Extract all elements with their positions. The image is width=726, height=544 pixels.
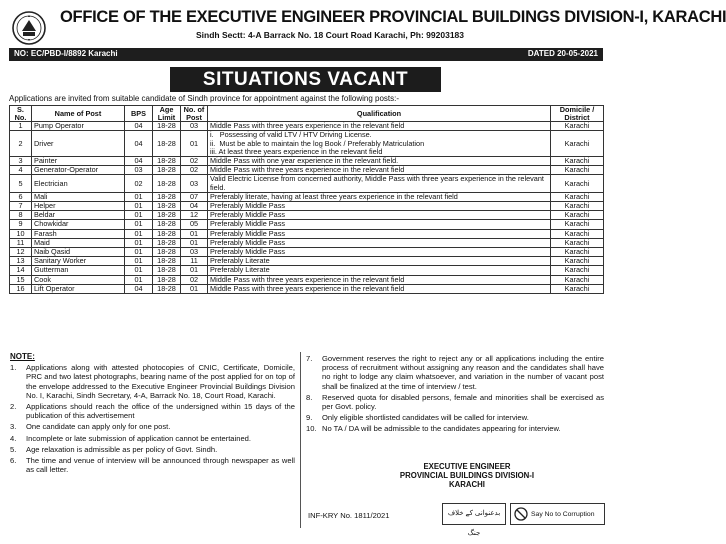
header-post: Name of Post <box>32 106 125 122</box>
cell-num: 02 <box>181 275 208 284</box>
cell-domicile: Karachi <box>551 211 604 220</box>
cell-sno: 1 <box>10 122 32 131</box>
cell-post: Maid <box>32 238 125 247</box>
note-text: Only eligible shortlisted candidates will be called for interview. <box>322 413 529 423</box>
cell-bps: 01 <box>125 248 153 257</box>
note-number: 8. <box>306 392 313 402</box>
header-domicile: Domicile / District <box>551 106 604 122</box>
cell-qualification: Preferably literate, having at least three years experience in the relevant field <box>208 192 551 201</box>
cell-num: 11 <box>181 257 208 266</box>
note-number: 4. <box>10 433 17 443</box>
table-row <box>10 238 604 247</box>
cell-bps: 01 <box>125 220 153 229</box>
cell-num: 03 <box>181 122 208 131</box>
signature-line-1: EXECUTIVE ENGINEER <box>423 462 511 471</box>
table-row <box>10 211 604 220</box>
cell-qualification: Middle Pass with three years experience in the relevant field <box>208 275 551 284</box>
signature-line-3: KARACHI <box>449 480 485 489</box>
note-item <box>10 445 295 454</box>
cell-sno: 15 <box>10 275 32 284</box>
cell-age: 18-28 <box>153 220 181 229</box>
cell-num: 05 <box>181 220 208 229</box>
cell-post: Generator-Operator <box>32 166 125 175</box>
say-no-to-corruption-text: Say No to Corruption <box>531 510 595 518</box>
cell-bps: 04 <box>125 284 153 293</box>
cell-qualification: Preferably Middle Pass <box>208 229 551 238</box>
note-item <box>10 422 295 431</box>
cell-bps: 01 <box>125 192 153 201</box>
note-item <box>306 393 604 411</box>
office-title: OFFICE OF THE EXECUTIVE ENGINEER PROVINCIAL BUILDINGS DIVISION-I, KARACHI <box>60 8 726 26</box>
cell-bps: 01 <box>125 229 153 238</box>
cell-domicile: Karachi <box>551 202 604 211</box>
cell-post: Lift Operator <box>32 284 125 293</box>
urdu-slogan: بدعنوانی کے خلاف جنگ <box>442 503 506 525</box>
note-text: Government reserves the right to reject any or all applications including the entire process of recruitment without assigning any reason and the candidates shall have no right to lodge any claim whatsoever, and variation in the number of vacant post shall be finalized at the time of interview / test. <box>322 354 604 391</box>
cell-sno: 13 <box>10 257 32 266</box>
note-number: 7. <box>306 354 313 363</box>
table-row <box>10 284 604 293</box>
posts-table <box>9 105 604 294</box>
note-text: Applications along with attested photocopies of CNIC, Certificate, Domicile, PRC and two latest photographs, bearing name of the post applied for on top of the envelope addressed to the Executive Engineer Provincial Buildings Division No. I, Karachi, Sindh Secretary, 4-A, Barrack No. 18, Court Road, Karachi. <box>26 363 295 400</box>
note-item <box>10 434 295 443</box>
cell-sno: 16 <box>10 284 32 293</box>
cell-post: Driver <box>32 131 125 157</box>
cell-age: 18-28 <box>153 175 181 192</box>
cell-qualification: Middle Pass with three years experience in the relevant field <box>208 122 551 131</box>
cell-sno: 12 <box>10 248 32 257</box>
cell-post: Helper <box>32 202 125 211</box>
cell-age: 18-28 <box>153 257 181 266</box>
cell-age: 18-28 <box>153 266 181 275</box>
cell-post: Naib Qasid <box>32 248 125 257</box>
header-num: No. of Post <box>181 106 208 122</box>
cell-qualification: Preferably Literate <box>208 257 551 266</box>
cell-num: 03 <box>181 248 208 257</box>
reference-number: NO: EC/PBD-I/8892 Karachi <box>14 49 118 58</box>
note-number: 6. <box>10 456 17 466</box>
cell-qualification: Preferably Middle Pass <box>208 248 551 257</box>
cell-bps: 01 <box>125 202 153 211</box>
cell-num: 01 <box>181 229 208 238</box>
cell-qualification: Middle Pass with three years experience in the relevant field <box>208 284 551 293</box>
notes-heading: NOTE: <box>10 352 35 361</box>
cell-num: 04 <box>181 202 208 211</box>
signature-line-2: PROVINCIAL BUILDINGS DIVISION-I <box>399 471 535 480</box>
cell-age: 18-28 <box>153 211 181 220</box>
table-row <box>10 266 604 275</box>
note-number: 3. <box>10 422 17 432</box>
office-address: Sindh Sectt: 4-A Barrack No. 18 Court Road Karachi, Ph: 99203183 <box>196 30 464 40</box>
signature-block <box>352 462 582 489</box>
cell-post: Farash <box>32 229 125 238</box>
cell-domicile: Karachi <box>551 175 604 192</box>
cell-num: 02 <box>181 157 208 166</box>
cell-num: 01 <box>181 266 208 275</box>
cell-sno: 3 <box>10 157 32 166</box>
table-row <box>10 220 604 229</box>
sindh-government-logo-icon <box>12 11 46 45</box>
note-number: 1. <box>10 363 17 373</box>
cell-age: 18-28 <box>153 275 181 284</box>
cell-sno: 6 <box>10 192 32 201</box>
intro-text: Applications are invited from suitable candidate of Sindh province for appointment against the following posts:- <box>9 94 400 103</box>
cell-post: Cook <box>32 275 125 284</box>
cell-post: Chowkidar <box>32 220 125 229</box>
table-row <box>10 175 604 192</box>
cell-post: Electrician <box>32 175 125 192</box>
header-bps: BPS <box>125 106 153 122</box>
cell-qualification: Middle Pass with three years experience in the relevant field <box>208 166 551 175</box>
cell-age: 18-28 <box>153 122 181 131</box>
cell-domicile: Karachi <box>551 131 604 157</box>
header-sno: S. No. <box>10 106 32 122</box>
note-item <box>306 354 604 391</box>
cell-age: 18-28 <box>153 166 181 175</box>
cell-post: Mali <box>32 192 125 201</box>
cell-post: Gutterman <box>32 266 125 275</box>
notes-right <box>306 352 604 434</box>
cell-bps: 01 <box>125 238 153 247</box>
cell-domicile: Karachi <box>551 166 604 175</box>
note-text: Incomplete or late submission of application cannot be entertained. <box>26 433 251 443</box>
cell-age: 18-28 <box>153 238 181 247</box>
cell-bps: 01 <box>125 275 153 284</box>
cell-age: 18-28 <box>153 229 181 238</box>
no-corruption-icon <box>514 507 528 521</box>
table-row <box>10 192 604 201</box>
cell-age: 18-28 <box>153 284 181 293</box>
date: DATED 20-05-2021 <box>527 49 598 58</box>
cell-domicile: Karachi <box>551 122 604 131</box>
note-item <box>306 424 604 433</box>
note-item <box>306 413 604 422</box>
cell-bps: 03 <box>125 166 153 175</box>
cell-sno: 10 <box>10 229 32 238</box>
note-text: The time and venue of interview will be announced through newspaper as well as call letter. <box>26 456 295 475</box>
cell-sno: 11 <box>10 238 32 247</box>
cell-bps: 01 <box>125 266 153 275</box>
cell-qualification: i. Possessing of valid LTV / HTV Driving License. ii. Must be able to maintain the log Book / Preferably Matriculation iii. At least three years experience in the relevant field <box>208 131 551 157</box>
cell-post: Pump Operator <box>32 122 125 131</box>
table-row <box>10 275 604 284</box>
cell-bps: 04 <box>125 157 153 166</box>
table-row <box>10 131 604 157</box>
cell-num: 01 <box>181 131 208 157</box>
cell-age: 18-28 <box>153 202 181 211</box>
cell-domicile: Karachi <box>551 192 604 201</box>
cell-qualification: Preferably Middle Pass <box>208 238 551 247</box>
table-row <box>10 202 604 211</box>
reference-bar <box>9 48 603 61</box>
note-item <box>10 402 295 420</box>
note-number: 2. <box>10 402 17 412</box>
cell-domicile: Karachi <box>551 248 604 257</box>
cell-sno: 14 <box>10 266 32 275</box>
cell-post: Beldar <box>32 211 125 220</box>
note-number: 9. <box>306 413 313 423</box>
cell-num: 02 <box>181 166 208 175</box>
cell-qualification: Preferably Literate <box>208 266 551 275</box>
cell-post: Sanitary Worker <box>32 257 125 266</box>
cell-qualification: Middle Pass with one year experience in the relevant field. <box>208 157 551 166</box>
note-text: One candidate can apply only for one post. <box>26 422 171 432</box>
cell-age: 18-28 <box>153 157 181 166</box>
cell-num: 01 <box>181 284 208 293</box>
note-text: Age relaxation is admissible as per policy of Govt. Sindh. <box>26 444 218 454</box>
cell-age: 18-28 <box>153 248 181 257</box>
say-no-to-corruption-badge <box>510 503 605 525</box>
cell-domicile: Karachi <box>551 284 604 293</box>
cell-bps: 01 <box>125 211 153 220</box>
note-number: 10. <box>306 424 317 434</box>
cell-sno: 8 <box>10 211 32 220</box>
note-text: Reserved quota for disabled persons, female and minorities shall be exercised as per Govt. policy. <box>322 392 604 412</box>
note-item <box>10 363 295 400</box>
header-qualification: Qualification <box>208 106 551 122</box>
cell-domicile: Karachi <box>551 275 604 284</box>
cell-num: 12 <box>181 211 208 220</box>
cell-bps: 01 <box>125 257 153 266</box>
note-item <box>10 456 295 474</box>
cell-bps: 04 <box>125 131 153 157</box>
cell-sno: 4 <box>10 166 32 175</box>
cell-domicile: Karachi <box>551 257 604 266</box>
cell-domicile: Karachi <box>551 238 604 247</box>
table-row <box>10 257 604 266</box>
cell-bps: 04 <box>125 122 153 131</box>
table-header-row <box>10 106 604 122</box>
notes-left <box>10 352 295 474</box>
table-row <box>10 229 604 238</box>
cell-post: Painter <box>32 157 125 166</box>
cell-bps: 02 <box>125 175 153 192</box>
cell-qualification: Preferably Middle Pass <box>208 211 551 220</box>
note-text: Applications should reach the office of the undersigned within 15 days of the publication of this advertisement <box>26 402 295 421</box>
cell-age: 18-28 <box>153 131 181 157</box>
note-text: No TA / DA will be admissible to the candidates appearing for interview. <box>322 424 561 434</box>
cell-qualification: Valid Electric License from concerned authority, Middle Pass with three years experience in the relevant field. <box>208 175 551 192</box>
cell-num: 03 <box>181 175 208 192</box>
cell-sno: 2 <box>10 131 32 157</box>
cell-domicile: Karachi <box>551 229 604 238</box>
header-age: Age Limit <box>153 106 181 122</box>
note-number: 5. <box>10 444 17 454</box>
situations-vacant-banner: SITUATIONS VACANT <box>170 67 441 92</box>
cell-sno: 9 <box>10 220 32 229</box>
cell-age: 18-28 <box>153 192 181 201</box>
cell-sno: 5 <box>10 175 32 192</box>
cell-qualification: Preferably Middle Pass <box>208 220 551 229</box>
cell-domicile: Karachi <box>551 266 604 275</box>
cell-qualification: Preferably Middle Pass <box>208 202 551 211</box>
cell-domicile: Karachi <box>551 157 604 166</box>
notes-divider <box>300 352 301 528</box>
cell-sno: 7 <box>10 202 32 211</box>
cell-domicile: Karachi <box>551 220 604 229</box>
inf-number: INF-KRY No. 1811/2021 <box>308 511 390 520</box>
cell-num: 01 <box>181 238 208 247</box>
cell-num: 07 <box>181 192 208 201</box>
table-row <box>10 248 604 257</box>
